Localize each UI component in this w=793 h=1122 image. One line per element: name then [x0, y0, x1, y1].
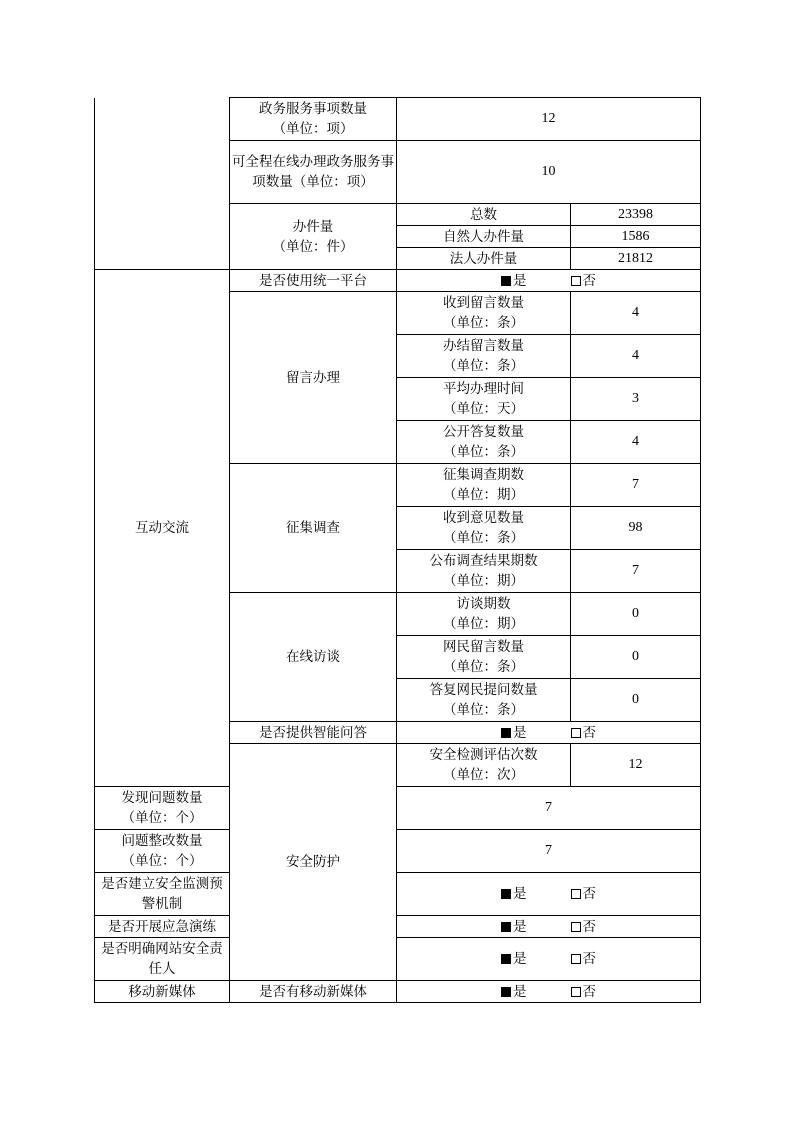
- no-checkbox[interactable]: [571, 271, 597, 291]
- msg-done-label: 办结留言数量 （单位：条）: [397, 335, 571, 378]
- empty-square-icon: [571, 728, 581, 738]
- msg-public-value: 4: [571, 421, 701, 464]
- yes-checkbox[interactable]: [501, 271, 527, 291]
- messages-label: 留言办理: [230, 292, 397, 464]
- msg-received-value: 4: [571, 292, 701, 335]
- no-label: 否: [582, 724, 596, 741]
- cases-natural-label: 自然人办件量: [397, 226, 571, 248]
- sec-fixed-row: [95, 830, 701, 873]
- no-label: 否: [582, 918, 596, 935]
- interview-periods-label: 访谈期数 （单位：期）: [397, 593, 571, 636]
- yes-label: 是: [513, 724, 527, 741]
- interview-label: 在线访谈: [230, 593, 397, 722]
- service-items-label: 政务服务事项数量 （单位：项）: [230, 98, 397, 141]
- no-label: 否: [582, 272, 596, 289]
- checked-square-icon: [501, 987, 511, 997]
- sec-warning-options: [397, 873, 701, 916]
- interaction-section-label: 互动交流: [95, 270, 230, 787]
- sec-drill-label: 是否开展应急演练: [95, 916, 230, 938]
- mobile-options: [397, 981, 701, 1003]
- sec-resp-row: [95, 938, 701, 981]
- service-online-label: 可全程在线办理政务服务事项数量（单位：项）: [230, 141, 397, 204]
- survey-opinions-value: 98: [571, 507, 701, 550]
- platform-options: [397, 270, 701, 292]
- interview-answers-label: 答复网民提问数量 （单位：条）: [397, 679, 571, 722]
- cases-total-label: 总数: [397, 204, 571, 226]
- checked-square-icon: [501, 728, 511, 738]
- interview-comments-label: 网民留言数量 （单位：条）: [397, 636, 571, 679]
- empty-square-icon: [571, 954, 581, 964]
- sec-drill-row: [95, 916, 701, 938]
- interview-periods-value: 0: [571, 593, 701, 636]
- no-checkbox[interactable]: [571, 917, 597, 937]
- service-section-cell: [95, 98, 230, 270]
- service-items-row: [95, 98, 701, 141]
- empty-square-icon: [571, 987, 581, 997]
- sec-warning-label: 是否建立安全监测预警机制: [95, 873, 230, 916]
- checked-square-icon: [501, 889, 511, 899]
- sec-checks-value: 12: [571, 744, 701, 787]
- yes-checkbox[interactable]: [501, 884, 527, 904]
- empty-square-icon: [571, 276, 581, 286]
- msg-avg-label: 平均办理时间 （单位：天）: [397, 378, 571, 421]
- mobile-section-label: 移动新媒体: [95, 981, 230, 1003]
- yes-label: 是: [513, 272, 527, 289]
- interview-answers-value: 0: [571, 679, 701, 722]
- yes-checkbox[interactable]: [501, 949, 527, 969]
- smart-options: [397, 722, 701, 744]
- yes-label: 是: [513, 983, 527, 1000]
- cases-legal-value: 21812: [571, 248, 701, 270]
- service-items-value: 12: [397, 98, 701, 141]
- survey-label: 征集调查: [230, 464, 397, 593]
- sec-fixed-label: 问题整改数量 （单位：个）: [95, 830, 230, 873]
- service-online-value: 10: [397, 141, 701, 204]
- yes-checkbox[interactable]: [501, 723, 527, 743]
- cases-legal-label: 法人办件量: [397, 248, 571, 270]
- survey-periods-label: 征集调查期数 （单位：期）: [397, 464, 571, 507]
- cases-total-value: 23398: [571, 204, 701, 226]
- sec-issues-label: 发现问题数量 （单位：个）: [95, 787, 230, 830]
- checked-square-icon: [501, 922, 511, 932]
- empty-square-icon: [571, 922, 581, 932]
- sec-resp-options: [397, 938, 701, 981]
- security-section-label: 安全防护: [230, 744, 397, 981]
- statistics-table: [94, 97, 701, 1003]
- msg-public-label: 公开答复数量 （单位：条）: [397, 421, 571, 464]
- survey-results-label: 公布调查结果期数 （单位：期）: [397, 550, 571, 593]
- yes-label: 是: [513, 886, 527, 902]
- platform-label: 是否使用统一平台: [230, 270, 397, 292]
- msg-received-label: 收到留言数量 （单位：条）: [397, 292, 571, 335]
- mobile-row: [95, 981, 701, 1003]
- yes-label: 是: [513, 951, 527, 967]
- sec-warning-row: [95, 873, 701, 916]
- survey-opinions-label: 收到意见数量 （单位：条）: [397, 507, 571, 550]
- sec-issues-row: [95, 787, 701, 830]
- msg-avg-value: 3: [571, 378, 701, 421]
- no-checkbox[interactable]: [571, 723, 597, 743]
- sec-issues-value: 7: [397, 787, 701, 830]
- checked-square-icon: [501, 954, 511, 964]
- cases-label: 办件量 （单位：件）: [230, 204, 397, 270]
- no-checkbox[interactable]: [571, 982, 597, 1002]
- no-checkbox[interactable]: [571, 949, 597, 969]
- yes-checkbox[interactable]: [501, 917, 527, 937]
- no-label: 否: [582, 951, 596, 967]
- no-checkbox[interactable]: [571, 884, 597, 904]
- sec-drill-options: [397, 916, 701, 938]
- survey-results-value: 7: [571, 550, 701, 593]
- mobile-has-label: 是否有移动新媒体: [230, 981, 397, 1003]
- empty-square-icon: [571, 889, 581, 899]
- sec-checks-label: 安全检测评估次数 （单位：次）: [397, 744, 571, 787]
- cases-natural-value: 1586: [571, 226, 701, 248]
- yes-checkbox[interactable]: [501, 982, 527, 1002]
- platform-row: [95, 270, 701, 292]
- survey-periods-value: 7: [571, 464, 701, 507]
- interview-comments-value: 0: [571, 636, 701, 679]
- yes-label: 是: [513, 918, 527, 935]
- smart-label: 是否提供智能问答: [230, 722, 397, 744]
- sec-resp-label: 是否明确网站安全责任人: [95, 938, 230, 981]
- no-label: 否: [582, 983, 596, 1000]
- msg-done-value: 4: [571, 335, 701, 378]
- no-label: 否: [582, 886, 596, 902]
- checked-square-icon: [501, 276, 511, 286]
- sec-fixed-value: 7: [397, 830, 701, 873]
